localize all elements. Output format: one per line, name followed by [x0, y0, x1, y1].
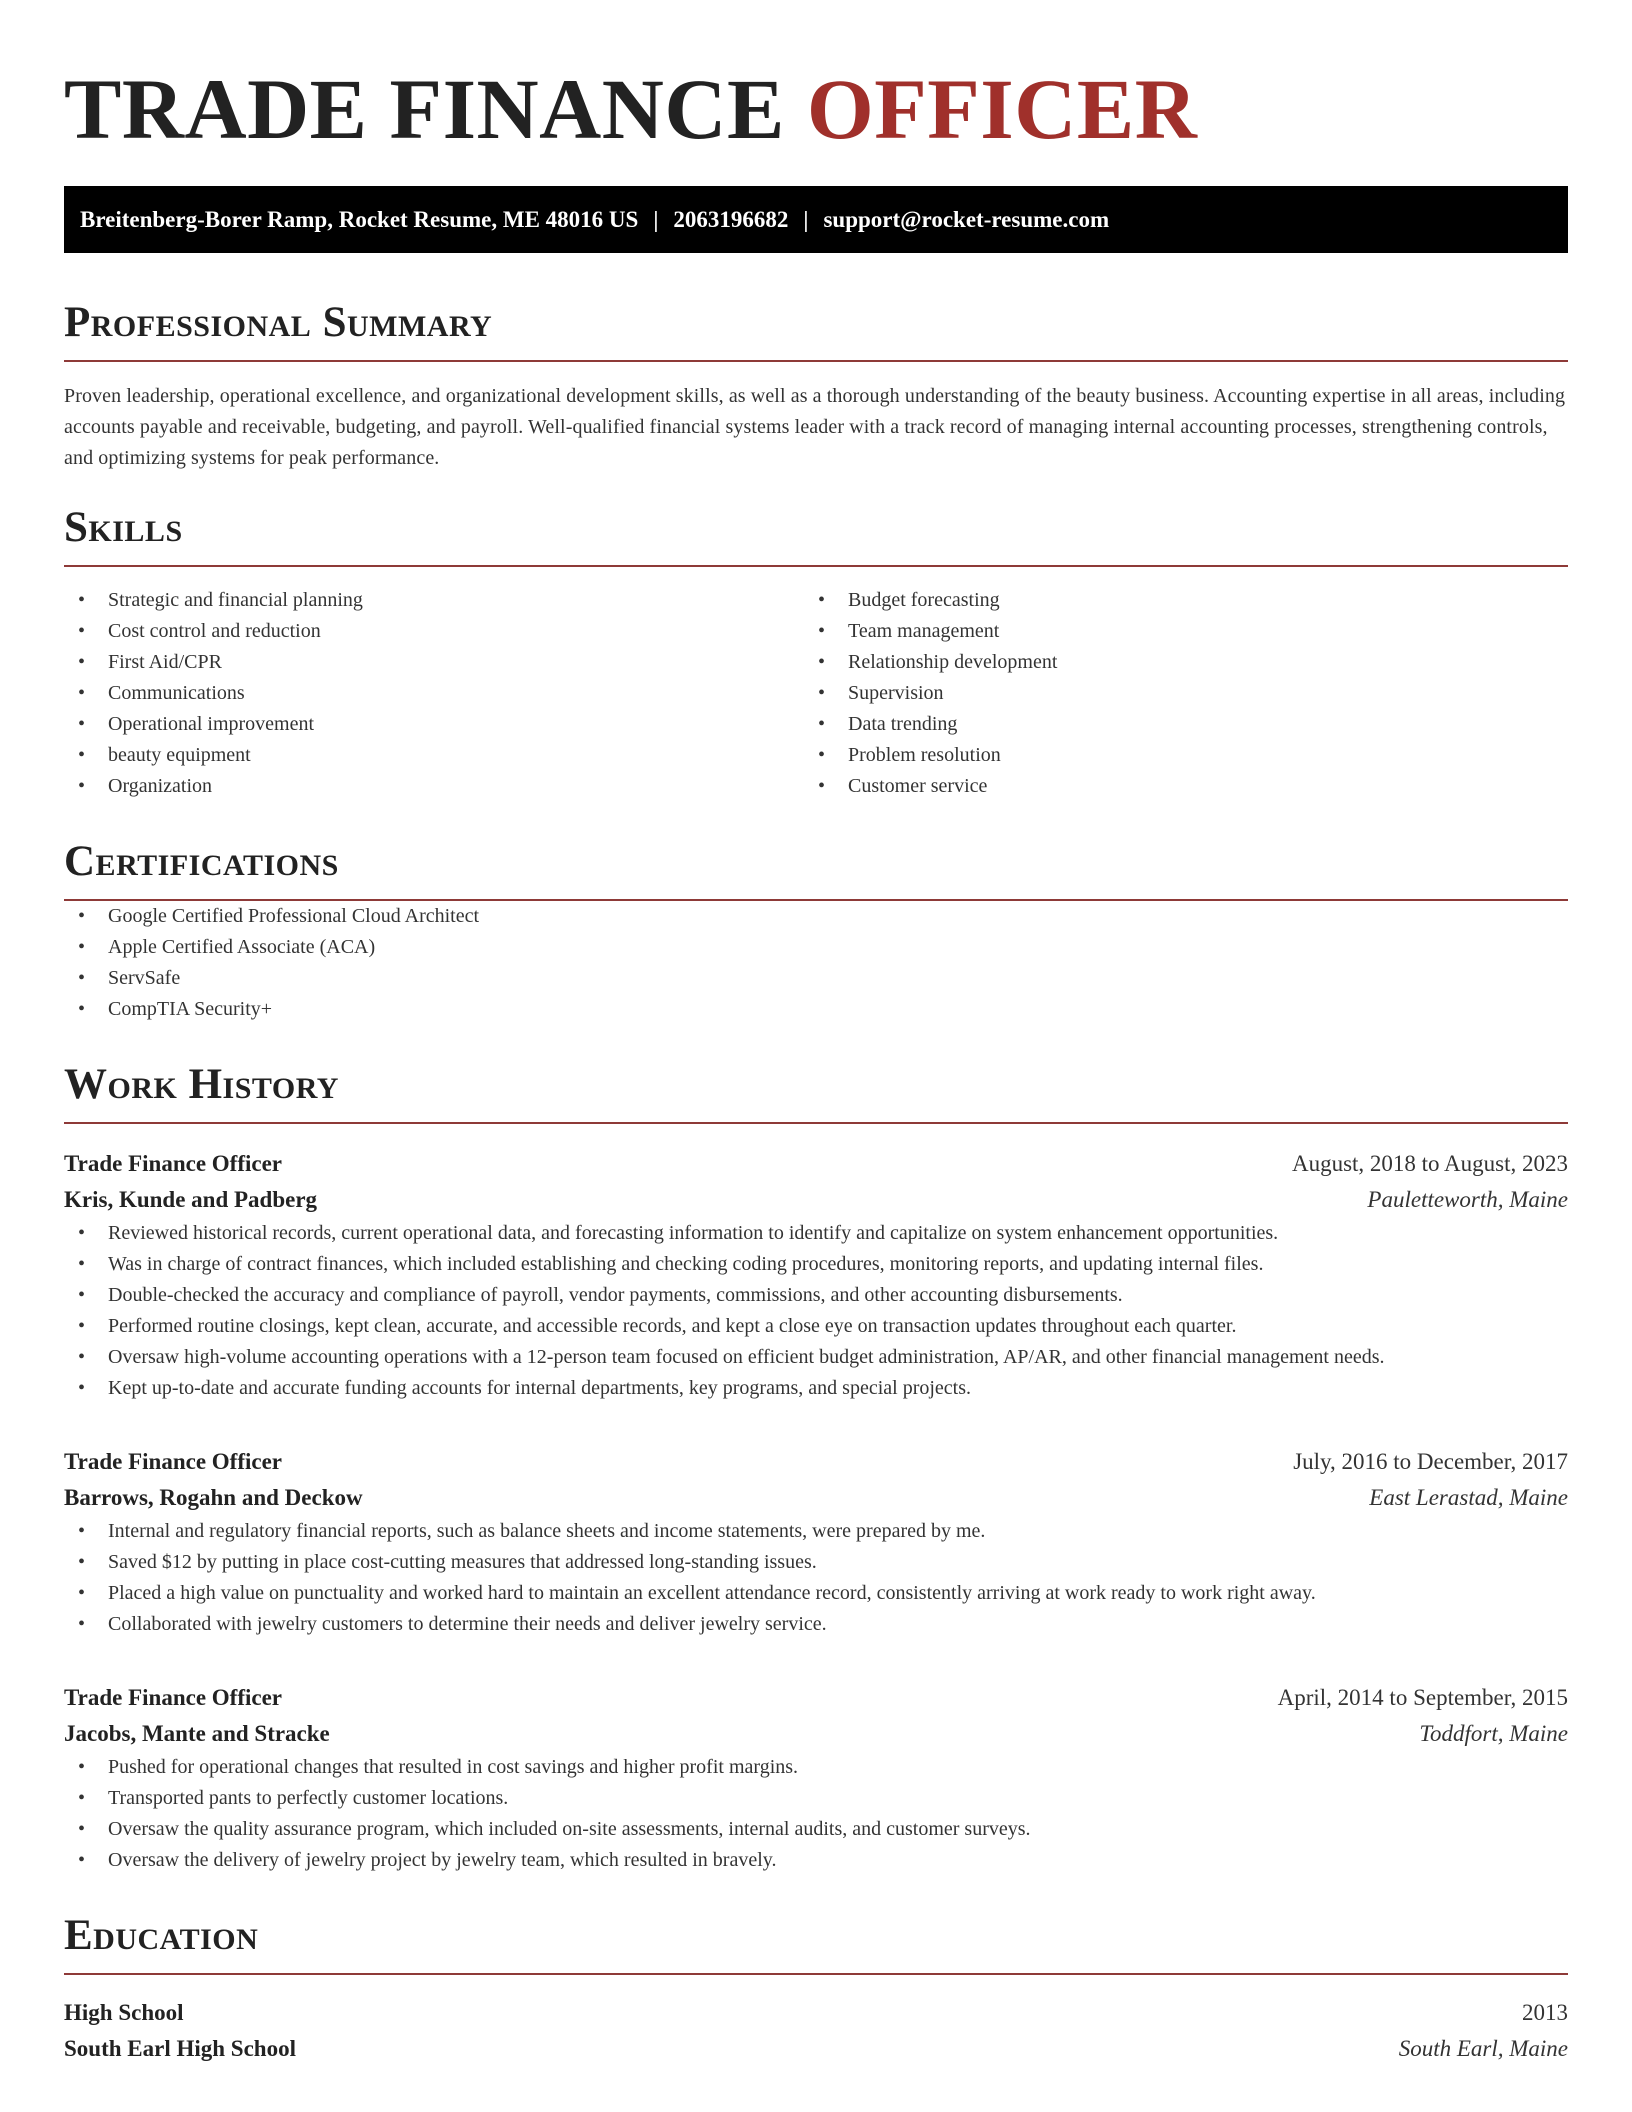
section-divider: [64, 565, 1568, 567]
job-dates: August, 2018 to August, 2023: [1291, 1151, 1568, 1176]
education-school: South Earl High School: [64, 2036, 296, 2061]
job-entry: [64, 1444, 1568, 1640]
skills-columns: [64, 585, 1568, 802]
skill-item: • Cost control and reduction: [64, 616, 804, 647]
certification-item: • Apple Certified Associate (ACA): [64, 932, 1568, 963]
job-bullet: • Transported pants to perfectly customer locations.: [64, 1783, 1568, 1814]
skills-list-right: [804, 585, 1544, 802]
job-bullets: [64, 1752, 1568, 1876]
section-divider: [64, 1973, 1568, 1975]
job-company: Kris, Kunde and Padberg: [64, 1187, 318, 1212]
education-section: [64, 1914, 1568, 2067]
contact-separator: |: [653, 206, 659, 232]
job-bullet: • Oversaw the delivery of jewelry project by jewelry team, which resulted in bravely.: [64, 1845, 1568, 1876]
job-company-row: [64, 1480, 1568, 1516]
education-school-row: [64, 2031, 1568, 2067]
certifications-heading: Certifications: [64, 838, 339, 885]
job-entry: [64, 1146, 1568, 1404]
skill-item: • Strategic and financial planning: [64, 585, 804, 616]
work-history-section: [64, 1063, 1568, 1876]
job-bullet: • Double-checked the accuracy and compliance of payroll, vendor payments, commissions, and other accounting disbursements.: [64, 1280, 1568, 1311]
skills-heading: Skills: [64, 504, 183, 551]
skill-item: • Organization: [64, 771, 804, 802]
title-accent: OFFICER: [806, 61, 1198, 157]
job-company: Jacobs, Mante and Stracke: [64, 1721, 330, 1746]
job-location: East Lerastad, Maine: [1369, 1485, 1568, 1510]
skills-list-left: [64, 585, 804, 802]
job-bullets: [64, 1218, 1568, 1404]
job-header-row: [64, 1680, 1568, 1716]
education-entry: [64, 1995, 1568, 2067]
summary-text: Proven leadership, operational excellence, and organizational development skills, as well as a thorough understanding of the beauty business. Accounting expertise in all areas, including accounts payable and receivable, budgeting, and payroll. Well-qualified financial systems leader with a track record of managing internal accounting processes, strengthening controls, and optimizing systems for peak performance.: [64, 385, 1566, 469]
job-location: Toddfort, Maine: [1419, 1721, 1568, 1746]
contact-address: Breitenberg-Borer Ramp, Rocket Resume, ME 48016 US: [80, 206, 639, 232]
skill-item: • Budget forecasting: [804, 585, 1544, 616]
education-heading: Education: [64, 1912, 259, 1959]
skill-item: • Supervision: [804, 678, 1544, 709]
resume-title: [64, 61, 1568, 157]
certification-item: • Google Certified Professional Cloud Architect: [64, 901, 1568, 932]
skill-item: • Operational improvement: [64, 709, 804, 740]
section-divider: [64, 360, 1568, 362]
skill-item: • Team management: [804, 616, 1544, 647]
job-company-row: [64, 1182, 1568, 1218]
skill-item: • Communications: [64, 678, 804, 709]
summary-heading: Professional Summary: [64, 299, 493, 346]
contact-bar: [64, 186, 1568, 253]
job-bullet: • Placed a high value on punctuality and worked hard to maintain an excellent attendance record, consistently arriving at work ready to work right away.: [64, 1578, 1568, 1609]
job-bullet: • Internal and regulatory financial reports, such as balance sheets and income statements, were prepared by me.: [64, 1516, 1568, 1547]
job-title: Trade Finance Officer: [64, 1449, 283, 1474]
job-dates: April, 2014 to September, 2015: [1277, 1685, 1568, 1710]
skill-item: • Customer service: [804, 771, 1544, 802]
job-bullet: • Was in charge of contract finances, which included establishing and checking coding procedures, monitoring reports, and updating internal files.: [64, 1249, 1568, 1280]
skill-item: • Problem resolution: [804, 740, 1544, 771]
summary-section: [64, 301, 1568, 474]
work-history-heading: Work History: [64, 1061, 339, 1108]
job-bullets: [64, 1516, 1568, 1640]
skill-item: • Relationship development: [804, 647, 1544, 678]
certifications-list: [64, 901, 1568, 1025]
job-header-row: [64, 1444, 1568, 1480]
job-company: Barrows, Rogahn and Deckow: [64, 1485, 363, 1510]
job-bullet: • Saved $12 by putting in place cost-cutting measures that addressed long-standing issues.: [64, 1547, 1568, 1578]
job-entry: [64, 1680, 1568, 1876]
job-company-row: [64, 1716, 1568, 1752]
certification-item: • ServSafe: [64, 963, 1568, 994]
certification-item: • CompTIA Security+: [64, 994, 1568, 1025]
education-degree: High School: [64, 2000, 184, 2025]
contact-separator: |: [803, 206, 809, 232]
education-year: 2013: [1522, 2000, 1568, 2025]
skill-item: • Data trending: [804, 709, 1544, 740]
skill-item: • First Aid/CPR: [64, 647, 804, 678]
contact-phone: 2063196682: [673, 206, 789, 232]
job-bullet: • Reviewed historical records, current operational data, and forecasting information to identify and capitalize on system enhancement opportunities.: [64, 1218, 1568, 1249]
job-bullet: • Collaborated with jewelry customers to determine their needs and deliver jewelry service.: [64, 1609, 1568, 1640]
skills-section: [64, 506, 1568, 802]
job-bullet: • Oversaw high-volume accounting operations with a 12-person team focused on efficient budget administration, AP/AR, and other financial management needs.: [64, 1342, 1568, 1373]
job-bullet: • Oversaw the quality assurance program, which included on-site assessments, internal audits, and customer surveys.: [64, 1814, 1568, 1845]
education-location: South Earl, Maine: [1398, 2036, 1568, 2061]
job-bullet: • Pushed for operational changes that resulted in cost savings and higher profit margins.: [64, 1752, 1568, 1783]
contact-email: support@rocket-resume.com: [823, 206, 1110, 232]
job-title: Trade Finance Officer: [64, 1151, 283, 1176]
job-bullet: • Performed routine closings, kept clean, accurate, and accessible records, and kept a close eye on transaction updates throughout each quarter.: [64, 1311, 1568, 1342]
title-main: TRADE FINANCE: [64, 61, 785, 157]
education-header-row: [64, 1995, 1568, 2031]
job-title: Trade Finance Officer: [64, 1685, 283, 1710]
job-dates: July, 2016 to December, 2017: [1293, 1449, 1568, 1474]
job-location: Pauletteworth, Maine: [1367, 1187, 1568, 1212]
skill-item: • beauty equipment: [64, 740, 804, 771]
section-divider: [64, 1122, 1568, 1124]
certifications-section: [64, 840, 1568, 1025]
job-bullet: • Kept up-to-date and accurate funding accounts for internal departments, key programs, and special projects.: [64, 1373, 1568, 1404]
job-header-row: [64, 1146, 1568, 1182]
